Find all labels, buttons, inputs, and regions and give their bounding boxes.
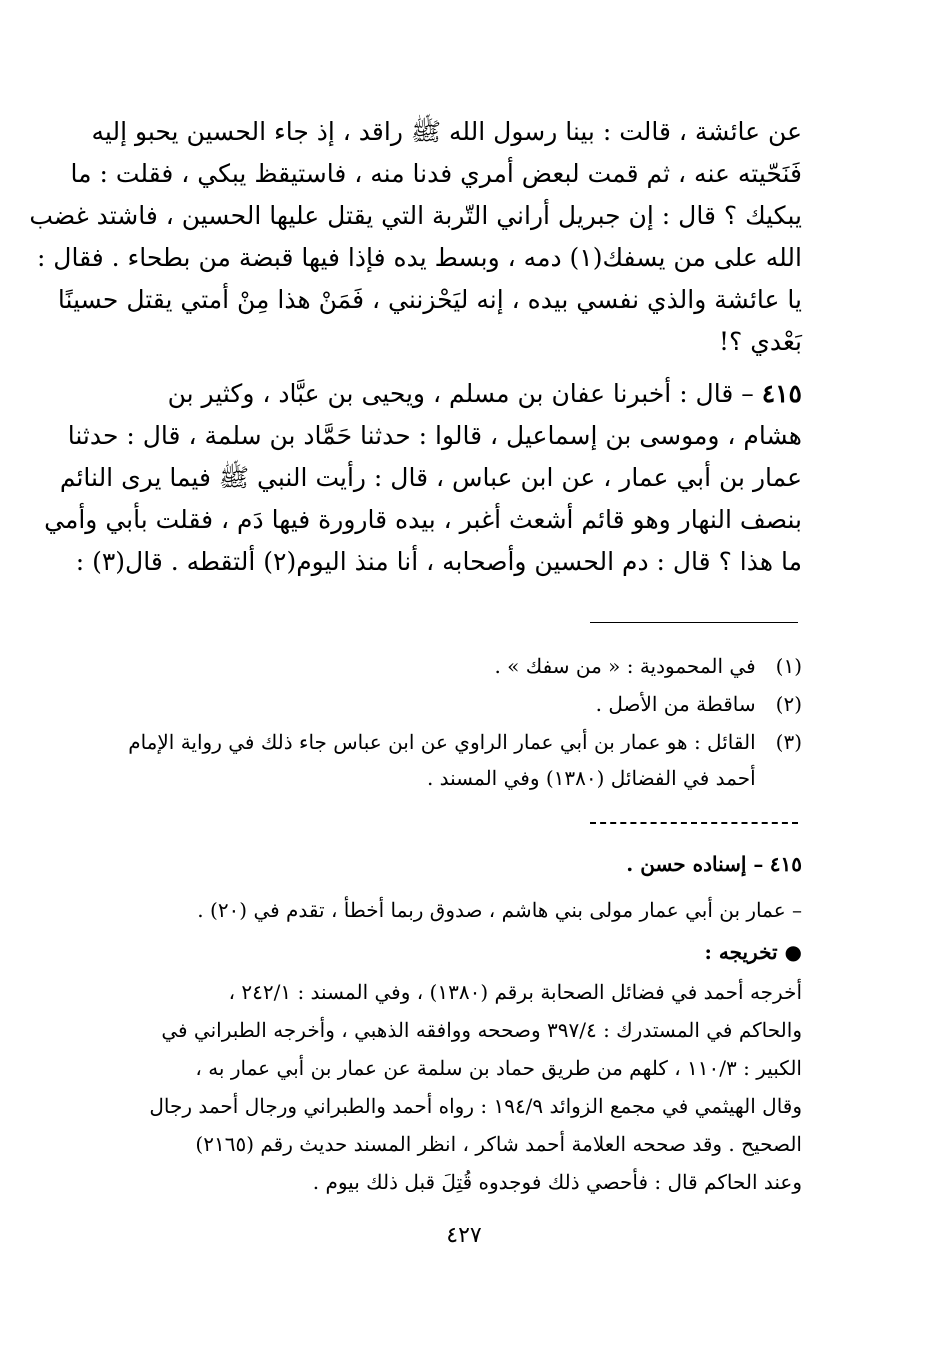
footnote — [126, 726, 802, 758]
footnote-separator — [590, 622, 798, 623]
hadith-line: عمار بن أبي عمار ، عن ابن عباس ، قال : رأيت النبي ﷺ فيما يرى النائم — [59, 463, 802, 492]
takhrij-line: والحاكم في المستدرك : ٣٩٧/٤ وصححه ووافقه الذهبي ، وأخرجه الطبراني في — [161, 1018, 802, 1042]
footnote-number: (١) — [775, 654, 802, 678]
takhrij-line: الكبير : ١١٠/٣ ، كلهم من طريق حماد بن سلمة عن عمار بن أبي عمار به ، — [195, 1056, 802, 1080]
takhrij-line: وقال الهيثمي في مجمع الزوائد ١٩٤/٩ : رواه أحمد والطبراني ورجال أحمد رجال — [149, 1094, 802, 1118]
commentary-heading — [126, 848, 802, 880]
commentary-heading-text: – إسناده حسن . — [626, 852, 764, 876]
hadith-text: – قال : أخبرنا عفان بن مسلم ، ويحيى بن عبَّاد ، وكثير بن — [167, 379, 754, 408]
hadith-number: ٤١٥ — [761, 379, 802, 408]
footnote — [126, 762, 802, 794]
takhrij-line: الصحيح . وقد صححه العلامة أحمد شاكر ، انظر المسند حديث رقم (٢١٦٥) — [195, 1132, 802, 1156]
footnote-text: القائل : هو عمار بن أبي عمار الراوي عن ابن عباس جاء ذلك في رواية الإمام — [128, 730, 756, 754]
footnote-number: (٢) — [775, 692, 802, 716]
main-text-line: الله على من يسفك(١) دمه ، وبسط يده فإذا فيها قبضة من بطحاء . فقال : — [36, 243, 802, 272]
footnote-text: في المحمودية : « من سفك » . — [494, 654, 756, 678]
hadith-line: بنصف النهار وهو قائم أشعث أغبر ، بيده قارورة فيها دَم ، فقلت بأبي وأمي — [44, 505, 802, 534]
footnote — [126, 650, 802, 682]
footnote — [126, 688, 802, 720]
main-text-line: عن عائشة ، قالت : بينا رسول الله ﷺ راقد ، إذ جاء الحسين يحبو إليه — [91, 117, 802, 146]
main-text-line: فَنَحّيته عنه ، ثم قمت لبعض أمري فدنا منه ، فاستيقظ يبكي ، فقلت : ما — [70, 159, 802, 188]
commentary-number: ٤١٥ — [769, 852, 802, 876]
hadith-line — [126, 374, 802, 414]
footnote-text: أحمد في الفضائل (١٣٨٠) وفي المسند . — [426, 766, 756, 790]
main-text-line: يا عائشة والذي نفسي بيده ، إنه ليَحْزنني ، فَمَنْ هذا مِنْ أمتي يقتل حسينًا — [57, 285, 802, 314]
hadith-line: ما هذا ؟ قال : دم الحسين وأصحابه ، أنا منذ اليوم(٢) ألتقطه . قال(٣) : — [75, 547, 802, 576]
main-text-line: يبكيك ؟ قال : إن جبريل أراني التّربة التي يقتل عليها الحسين ، فاشتد غضب — [29, 201, 802, 230]
hadith-line: هشام ، وموسى بن إسماعيل ، قالوا : حدثنا حَمَّاد بن سلمة ، قال : حدثنا — [67, 421, 802, 450]
commentary-separator — [590, 822, 798, 824]
narrator-note: – عمار بن أبي عمار مولى بني هاشم ، صدوق ربما أخطأ ، تقدم في (٢٠) . — [197, 898, 802, 922]
takhrij-line: وعند الحاكم قال : فأحصي ذلك فوجدوه قُتِلَ قبل ذلك بيوم . — [312, 1170, 802, 1194]
takhrij-heading: ● تخريجه : — [704, 940, 802, 964]
takhrij-line: أخرجه أحمد في فضائل الصحابة برقم (١٣٨٠) ، وفي المسند : ٢٤٢/١ ، — [228, 980, 802, 1004]
page-number: ٤٢٧ — [446, 1223, 482, 1248]
footnote-number: (٣) — [775, 730, 802, 754]
footnote-text: ساقطة من الأصل . — [595, 692, 756, 716]
main-text-line: بَعْدي ؟! — [719, 327, 802, 356]
